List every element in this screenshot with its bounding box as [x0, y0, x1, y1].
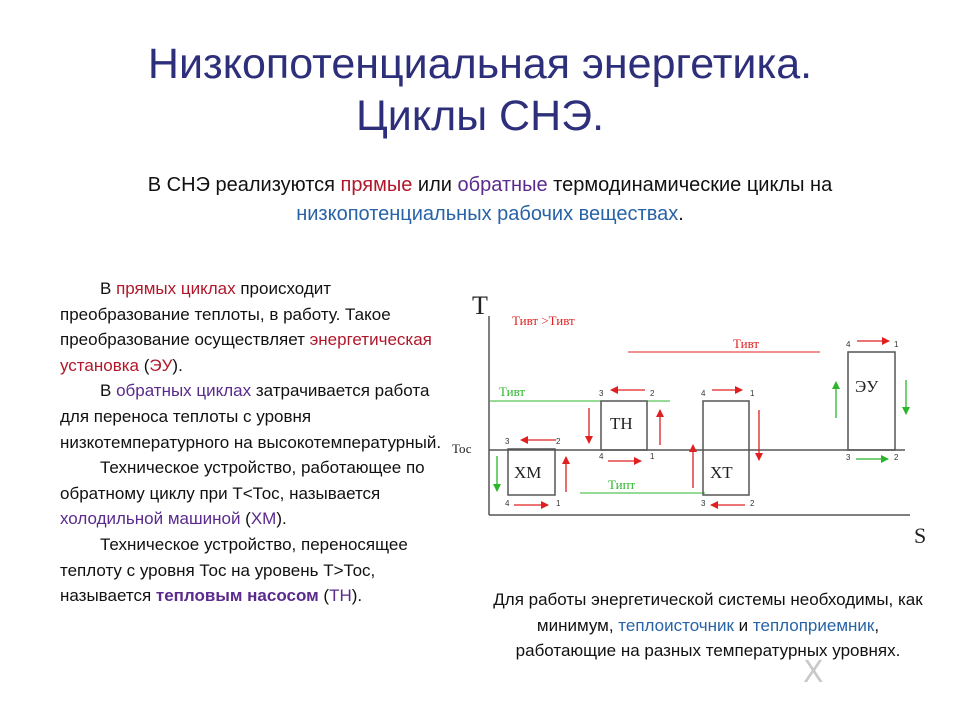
- ht-point-1: 1: [750, 389, 755, 398]
- term-hm: ХМ: [250, 509, 277, 529]
- hm-point-1: 1: [556, 499, 561, 508]
- text: В: [100, 381, 117, 401]
- ht-point-3: 3: [701, 499, 706, 508]
- eu-point-3: 3: [846, 453, 851, 462]
- term-power-plant: энергетическая установка: [60, 330, 432, 375]
- eu-point-4: 4: [846, 340, 851, 349]
- text: , работающие на разных температурных уровнях.: [515, 615, 901, 660]
- ht-point-2: 2: [750, 499, 755, 508]
- intro-part-2: или: [412, 174, 458, 196]
- tivt-compare-label: Тивт >Тивт: [512, 313, 575, 328]
- term-heat-sink: теплоприемник: [752, 615, 875, 635]
- text: Для работы энергетической системы необходимы, как минимум,: [493, 590, 923, 635]
- intro-part-3: термодинамические циклы на: [547, 174, 833, 196]
- tn-point-1: 1: [650, 452, 655, 461]
- text: ).: [172, 355, 183, 375]
- watermark-icon: X: [803, 655, 824, 690]
- term-reverse-cycles: обратных циклах: [116, 381, 252, 401]
- intro-reverse: обратные: [457, 174, 548, 196]
- tn-point-2: 2: [650, 389, 655, 398]
- term-eu: ЭУ: [149, 355, 173, 375]
- eu-point-1: 1: [894, 340, 899, 349]
- hm-point-4: 4: [505, 499, 510, 508]
- intro-part-4: .: [678, 203, 684, 225]
- tipt-label: Типт: [608, 477, 636, 492]
- tivt-mid-label: Тивт: [499, 384, 526, 399]
- hm-point-2: 2: [556, 437, 561, 446]
- term-heat-pump: тепловым насосом: [155, 586, 319, 606]
- eu-cycle-box: [848, 352, 895, 450]
- text: Техническое устройство, переносящее теплоту с уровня Тос на уровень Т>Тос, называется: [60, 534, 408, 606]
- term-fridge: холодильной машиной: [60, 509, 241, 529]
- s-axis-label: S: [914, 523, 927, 548]
- term-heat-source: теплоисточник: [618, 615, 734, 635]
- tn-label: ТН: [610, 414, 633, 433]
- hm-label: ХМ: [514, 463, 542, 482]
- tn-point-4: 4: [599, 452, 604, 461]
- term-tn: ТН: [329, 586, 352, 606]
- intro-substances: низкопотенциальных рабочих веществах: [296, 203, 679, 225]
- text: и: [733, 615, 753, 635]
- title-line-2: Циклы СНЭ.: [355, 92, 605, 140]
- intro-part-1: В СНЭ реализуются: [147, 174, 341, 196]
- intro-direct: прямые: [340, 174, 413, 196]
- tn-point-3: 3: [599, 389, 604, 398]
- text: Техническое устройство, работающее по обратному циклу при Т<Тос, называется: [60, 458, 425, 503]
- t-axis-label: T: [472, 291, 488, 320]
- tivt-top-label: Тивт: [733, 336, 760, 351]
- text: (: [139, 355, 150, 375]
- text: В: [100, 279, 117, 298]
- eu-point-2: 2: [894, 453, 899, 462]
- term-direct-cycles: прямых циклах: [116, 279, 236, 298]
- ht-point-4: 4: [701, 389, 706, 398]
- text: затрачивается работа для переноса теплоты с уровня низкотемпературного на высокотемпературный.: [60, 381, 442, 452]
- text: (: [240, 509, 251, 529]
- text: ).: [276, 509, 287, 529]
- text: (: [318, 586, 330, 606]
- hm-point-3: 3: [505, 437, 510, 446]
- title-line-1: Низкопотенциальная энергетика.: [147, 40, 813, 88]
- text: ).: [351, 586, 363, 606]
- tos-label: Тос: [452, 441, 472, 456]
- text: происходит преобразование теплоты, в работу. Такое преобразование осуществляет: [60, 279, 391, 350]
- eu-label: ЭУ: [855, 377, 879, 396]
- ht-label: ХТ: [710, 463, 733, 482]
